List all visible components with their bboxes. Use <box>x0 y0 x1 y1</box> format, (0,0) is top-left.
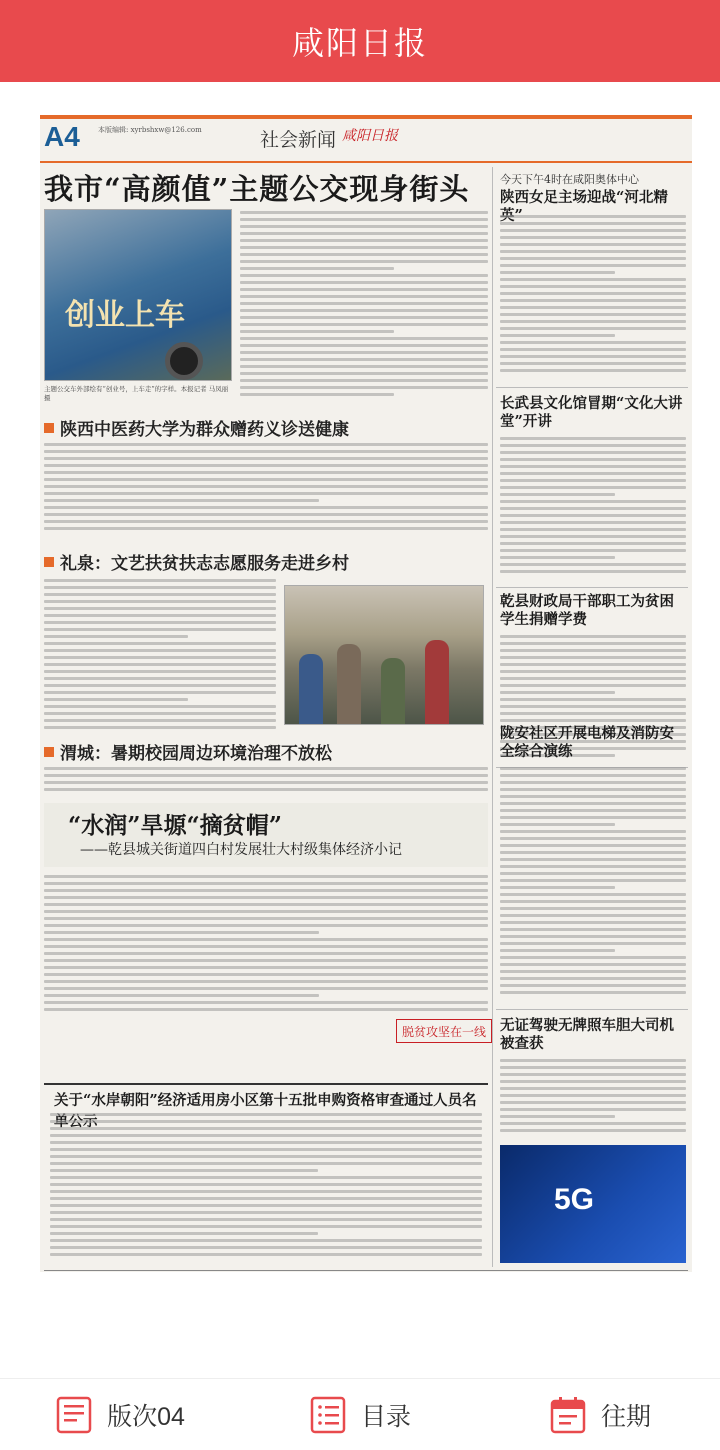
text-line <box>240 211 488 214</box>
text-line <box>500 355 686 358</box>
article-title-text: 渭城：暑期校园周边环境治理不放松 <box>60 744 332 764</box>
text-line <box>500 327 686 330</box>
text-line <box>240 232 488 235</box>
text-line <box>44 614 276 617</box>
text-line <box>240 239 488 242</box>
text-line <box>44 938 488 941</box>
text-line <box>44 781 488 784</box>
article-body-1 <box>44 443 488 539</box>
feature-tag: 脱贫攻坚在一线 <box>396 1019 492 1043</box>
text-line <box>500 963 686 966</box>
text-line <box>44 478 488 481</box>
text-line <box>500 535 686 538</box>
text-line <box>500 712 686 715</box>
text-line <box>44 635 188 638</box>
text-line <box>500 236 686 239</box>
text-line <box>44 621 276 624</box>
text-line <box>50 1204 482 1207</box>
text-line <box>44 987 488 990</box>
text-line <box>500 1115 615 1118</box>
text-line <box>44 628 276 631</box>
text-line <box>240 288 488 291</box>
text-line <box>44 774 488 777</box>
text-line <box>44 492 488 495</box>
text-line <box>500 663 686 666</box>
text-line <box>50 1239 482 1242</box>
text-line <box>500 292 686 295</box>
text-line <box>240 274 488 277</box>
text-line <box>44 471 488 474</box>
text-line <box>500 215 686 218</box>
text-line <box>44 677 276 680</box>
text-line <box>240 309 488 312</box>
sidebar-divider <box>496 587 688 588</box>
text-line <box>50 1113 482 1116</box>
nav-contents[interactable] <box>240 1395 480 1435</box>
text-line <box>500 250 686 253</box>
text-line <box>500 991 686 994</box>
feature-body-lines <box>44 875 488 1011</box>
bottom-nav <box>0 1378 720 1450</box>
article-mark-icon <box>44 423 54 433</box>
text-line <box>500 264 686 267</box>
text-line <box>500 465 686 468</box>
text-line <box>50 1148 482 1151</box>
text-line <box>44 698 188 701</box>
text-line <box>500 879 686 882</box>
text-line <box>240 344 488 347</box>
article-title-text: 礼泉：文艺扶贫扶志志愿服务走进乡村 <box>60 554 349 574</box>
text-line <box>500 809 686 812</box>
text-line <box>500 348 686 351</box>
text-line <box>240 323 488 326</box>
figure <box>425 640 449 724</box>
text-line <box>500 851 686 854</box>
text-line <box>240 225 488 228</box>
text-line <box>44 499 319 502</box>
text-line <box>44 966 488 969</box>
text-line <box>44 980 488 983</box>
nav-archive[interactable] <box>480 1395 720 1435</box>
text-line <box>44 726 276 729</box>
sidebar-body-lines <box>500 1059 686 1132</box>
editor-line: 本版编辑: xyrbshxw@126.com <box>98 126 202 134</box>
text-line <box>500 1059 686 1062</box>
article-mark-icon <box>44 557 54 567</box>
text-line <box>44 527 488 530</box>
header-rule <box>40 161 692 163</box>
text-line <box>500 788 686 791</box>
text-line <box>500 278 686 281</box>
section-name: 社会新闻 <box>260 129 337 151</box>
feature-title[interactable]: “水润”旱塬“摘贫帽” <box>68 812 282 839</box>
event-photo[interactable] <box>284 585 484 725</box>
text-line <box>500 313 686 316</box>
sidebar-body-lines <box>500 215 686 372</box>
text-line <box>240 260 488 263</box>
text-line <box>50 1218 482 1221</box>
text-line <box>500 698 686 701</box>
text-line <box>500 1066 686 1069</box>
text-line <box>500 802 686 805</box>
text-line <box>240 365 488 368</box>
newspaper-page[interactable] <box>40 115 692 1272</box>
text-line <box>500 719 686 722</box>
text-line <box>500 472 686 475</box>
text-line <box>500 795 686 798</box>
text-line <box>500 528 686 531</box>
text-line <box>500 684 686 687</box>
text-line <box>500 334 615 337</box>
text-line <box>500 956 686 959</box>
text-line <box>44 788 488 791</box>
bus-sign-text: 创业上车 <box>65 298 185 333</box>
text-line <box>44 917 488 920</box>
text-line <box>44 973 488 976</box>
text-line <box>500 970 686 973</box>
text-line <box>50 1169 318 1172</box>
text-line <box>44 952 488 955</box>
text-line <box>500 656 686 659</box>
text-line <box>500 1080 686 1083</box>
text-line <box>44 1001 488 1004</box>
text-line <box>240 337 488 340</box>
text-line <box>500 271 615 274</box>
sidebar-body-4 <box>500 767 686 1003</box>
text-line <box>500 921 686 924</box>
text-line <box>500 444 686 447</box>
photo-caption: 主题公交车外部绘有“创业号，上车走”的字样。本报记者 马凤丽 摄 <box>44 385 229 402</box>
text-line <box>44 959 488 962</box>
text-line <box>500 767 686 770</box>
ad-text: 5G <box>554 1183 595 1216</box>
article-body-2 <box>44 579 276 739</box>
text-line <box>50 1246 482 1249</box>
app-title: 咸阳日报 <box>291 24 428 62</box>
feature-body <box>44 875 488 1015</box>
text-line <box>44 691 276 694</box>
text-line <box>240 372 488 375</box>
text-line <box>44 1008 488 1011</box>
sidebar-body-lines <box>500 437 686 573</box>
text-line <box>500 362 686 365</box>
text-line <box>44 649 276 652</box>
text-line <box>500 1087 686 1090</box>
figure <box>381 658 405 724</box>
masthead-mini: 咸阳日报 <box>342 128 398 144</box>
sidebar-kicker: 今天下午4时在咸阳奥体中心 <box>500 173 639 186</box>
text-line <box>44 656 276 659</box>
text-line <box>500 500 686 503</box>
text-line <box>500 872 686 875</box>
text-line <box>500 458 686 461</box>
text-line <box>500 837 686 840</box>
text-line <box>500 635 686 638</box>
article-title-1[interactable] <box>44 415 349 440</box>
text-line <box>44 506 488 509</box>
text-line <box>500 1108 686 1111</box>
text-line <box>500 1073 686 1076</box>
text-line <box>44 719 276 722</box>
text-line <box>44 994 319 997</box>
lead-body <box>240 211 488 401</box>
notice-list-lines <box>50 1113 482 1256</box>
text-line <box>50 1232 318 1235</box>
text-line <box>500 493 615 496</box>
text-line <box>50 1190 482 1193</box>
text-line <box>44 485 488 488</box>
text-line <box>500 865 686 868</box>
text-line <box>500 1122 686 1125</box>
text-line <box>44 520 488 523</box>
text-line <box>500 486 686 489</box>
text-line <box>44 586 276 589</box>
text-line <box>240 379 488 382</box>
edition-icon <box>55 1395 93 1435</box>
text-line <box>500 928 686 931</box>
text-line <box>240 358 488 361</box>
text-line <box>240 218 488 221</box>
text-line <box>500 320 686 323</box>
text-line <box>500 670 686 673</box>
text-line <box>44 593 276 596</box>
text-line <box>500 900 686 903</box>
page-number: A4 <box>44 121 80 152</box>
text-line <box>44 931 319 934</box>
article-body-lines <box>44 767 488 791</box>
text-line <box>500 299 686 302</box>
text-line <box>44 896 488 899</box>
sidebar-title-4[interactable]: 陇安社区开展电梯及消防安全综合演练 <box>500 725 674 761</box>
sidebar-title-5[interactable]: 无证驾驶无牌照车胆大司机被查获 <box>500 1017 674 1053</box>
text-line <box>50 1253 482 1256</box>
text-line <box>500 479 686 482</box>
text-line <box>44 457 488 460</box>
text-line <box>500 816 686 819</box>
text-line <box>500 285 686 288</box>
text-line <box>50 1211 482 1214</box>
text-line <box>50 1176 482 1179</box>
article-mark-icon <box>44 747 54 757</box>
text-line <box>50 1162 482 1165</box>
text-line <box>500 914 686 917</box>
text-line <box>50 1197 482 1200</box>
text-line <box>500 907 686 910</box>
text-line <box>500 1094 686 1097</box>
text-line <box>44 450 488 453</box>
nav-edition[interactable] <box>0 1395 240 1435</box>
text-line <box>500 243 686 246</box>
text-line <box>500 830 686 833</box>
lead-headline[interactable]: 我市“高颜值”主题公交现身街头 <box>44 172 470 206</box>
text-line <box>44 663 276 666</box>
text-line <box>500 507 686 510</box>
article-title-2[interactable] <box>44 549 349 574</box>
nav-archive-label: 往期 <box>600 1402 651 1431</box>
text-line <box>44 670 276 673</box>
text-line <box>500 705 686 708</box>
text-line <box>50 1183 482 1186</box>
text-line <box>240 302 488 305</box>
text-line <box>44 882 488 885</box>
text-line <box>240 246 488 249</box>
text-line <box>500 521 686 524</box>
text-line <box>500 781 686 784</box>
notice-title: 关于“水岸朝阳”经济适用房小区第十五批申购资格审查通过人员名 <box>54 1092 477 1109</box>
text-line <box>500 556 615 559</box>
text-line <box>500 977 686 980</box>
article-title-3[interactable] <box>44 739 332 764</box>
text-line <box>500 570 686 573</box>
text-line <box>500 563 686 566</box>
text-line <box>500 935 686 938</box>
text-line <box>240 316 488 319</box>
lead-body-lines <box>240 211 488 396</box>
text-line <box>240 295 488 298</box>
text-line <box>240 393 394 396</box>
text-line <box>500 858 686 861</box>
text-line <box>500 1129 686 1132</box>
text-line <box>44 945 488 948</box>
text-line <box>500 341 686 344</box>
text-line <box>500 942 686 945</box>
figure <box>337 644 361 724</box>
text-line <box>50 1120 482 1123</box>
text-line <box>50 1225 482 1228</box>
nav-contents-label: 目录 <box>360 1402 411 1431</box>
text-line <box>240 386 488 389</box>
text-line <box>44 579 276 582</box>
text-line <box>240 351 488 354</box>
text-line <box>44 924 488 927</box>
text-line <box>500 691 615 694</box>
text-line <box>240 253 488 256</box>
text-line <box>500 369 686 372</box>
text-line <box>500 677 686 680</box>
text-line <box>44 903 488 906</box>
5g-advertisement[interactable] <box>500 1145 686 1263</box>
text-line <box>44 910 488 913</box>
calendar-icon <box>549 1395 587 1435</box>
feature-subtitle: ——乾县城关街道四白村发展壮大村级集体经济小记 <box>80 842 402 858</box>
figure <box>299 654 323 724</box>
text-line <box>500 823 615 826</box>
bus-photo[interactable] <box>44 209 232 381</box>
nav-edition-label: 版次04 <box>107 1402 185 1431</box>
text-line <box>500 649 686 652</box>
text-line <box>50 1155 482 1158</box>
text-line <box>240 281 488 284</box>
text-line <box>500 886 615 889</box>
text-line <box>44 767 488 770</box>
sidebar-divider <box>496 387 688 388</box>
text-line <box>44 607 276 610</box>
text-line <box>500 437 686 440</box>
text-line <box>50 1141 482 1144</box>
text-line <box>500 514 686 517</box>
notice-list <box>50 1113 482 1263</box>
text-line <box>50 1127 482 1130</box>
footer-rule <box>44 1270 688 1271</box>
text-line <box>500 949 615 952</box>
text-line <box>500 306 686 309</box>
text-line <box>44 705 276 708</box>
column-divider <box>492 167 493 1267</box>
sidebar-title-3[interactable]: 乾县财政局干部职工为贫困学生捐赠学费 <box>500 593 674 629</box>
article-body-lines <box>44 579 276 729</box>
text-line <box>500 984 686 987</box>
sidebar-body-5 <box>500 1059 686 1139</box>
top-rule <box>40 115 692 119</box>
notice-box[interactable] <box>44 1083 488 1268</box>
text-line <box>500 642 686 645</box>
text-line <box>44 712 276 715</box>
sidebar-body-1 <box>500 215 686 381</box>
text-line <box>44 889 488 892</box>
bus-wheel <box>165 342 203 380</box>
text-line <box>500 222 686 225</box>
text-line <box>44 443 488 446</box>
text-line <box>44 875 488 878</box>
text-line <box>500 257 686 260</box>
text-line <box>500 1101 686 1104</box>
text-line <box>500 893 686 896</box>
sidebar-body-2 <box>500 437 686 577</box>
article-body-lines <box>44 443 488 530</box>
text-line <box>44 642 276 645</box>
list-icon <box>309 1395 347 1435</box>
sidebar-divider <box>496 1009 688 1010</box>
text-line <box>500 844 686 847</box>
text-line <box>500 451 686 454</box>
sidebar-title-1[interactable]: 陕西女足主场迎战“河北精 <box>500 189 668 206</box>
article-body-3 <box>44 767 488 797</box>
text-line <box>240 267 394 270</box>
text-line <box>44 513 488 516</box>
text-line <box>240 330 394 333</box>
text-line <box>500 542 686 545</box>
text-line <box>44 600 276 603</box>
sidebar-body-lines <box>500 767 686 994</box>
text-line <box>500 774 686 777</box>
app-header <box>0 0 720 82</box>
text-line <box>50 1134 482 1137</box>
text-line <box>500 229 686 232</box>
text-line <box>44 684 276 687</box>
article-title-text: 陕西中医药大学为群众赠药义诊送健康 <box>60 420 349 440</box>
text-line <box>500 549 686 552</box>
sidebar-title-2[interactable]: 长武县文化馆冒期“文化大讲堂”开讲 <box>500 395 683 431</box>
text-line <box>44 464 488 467</box>
